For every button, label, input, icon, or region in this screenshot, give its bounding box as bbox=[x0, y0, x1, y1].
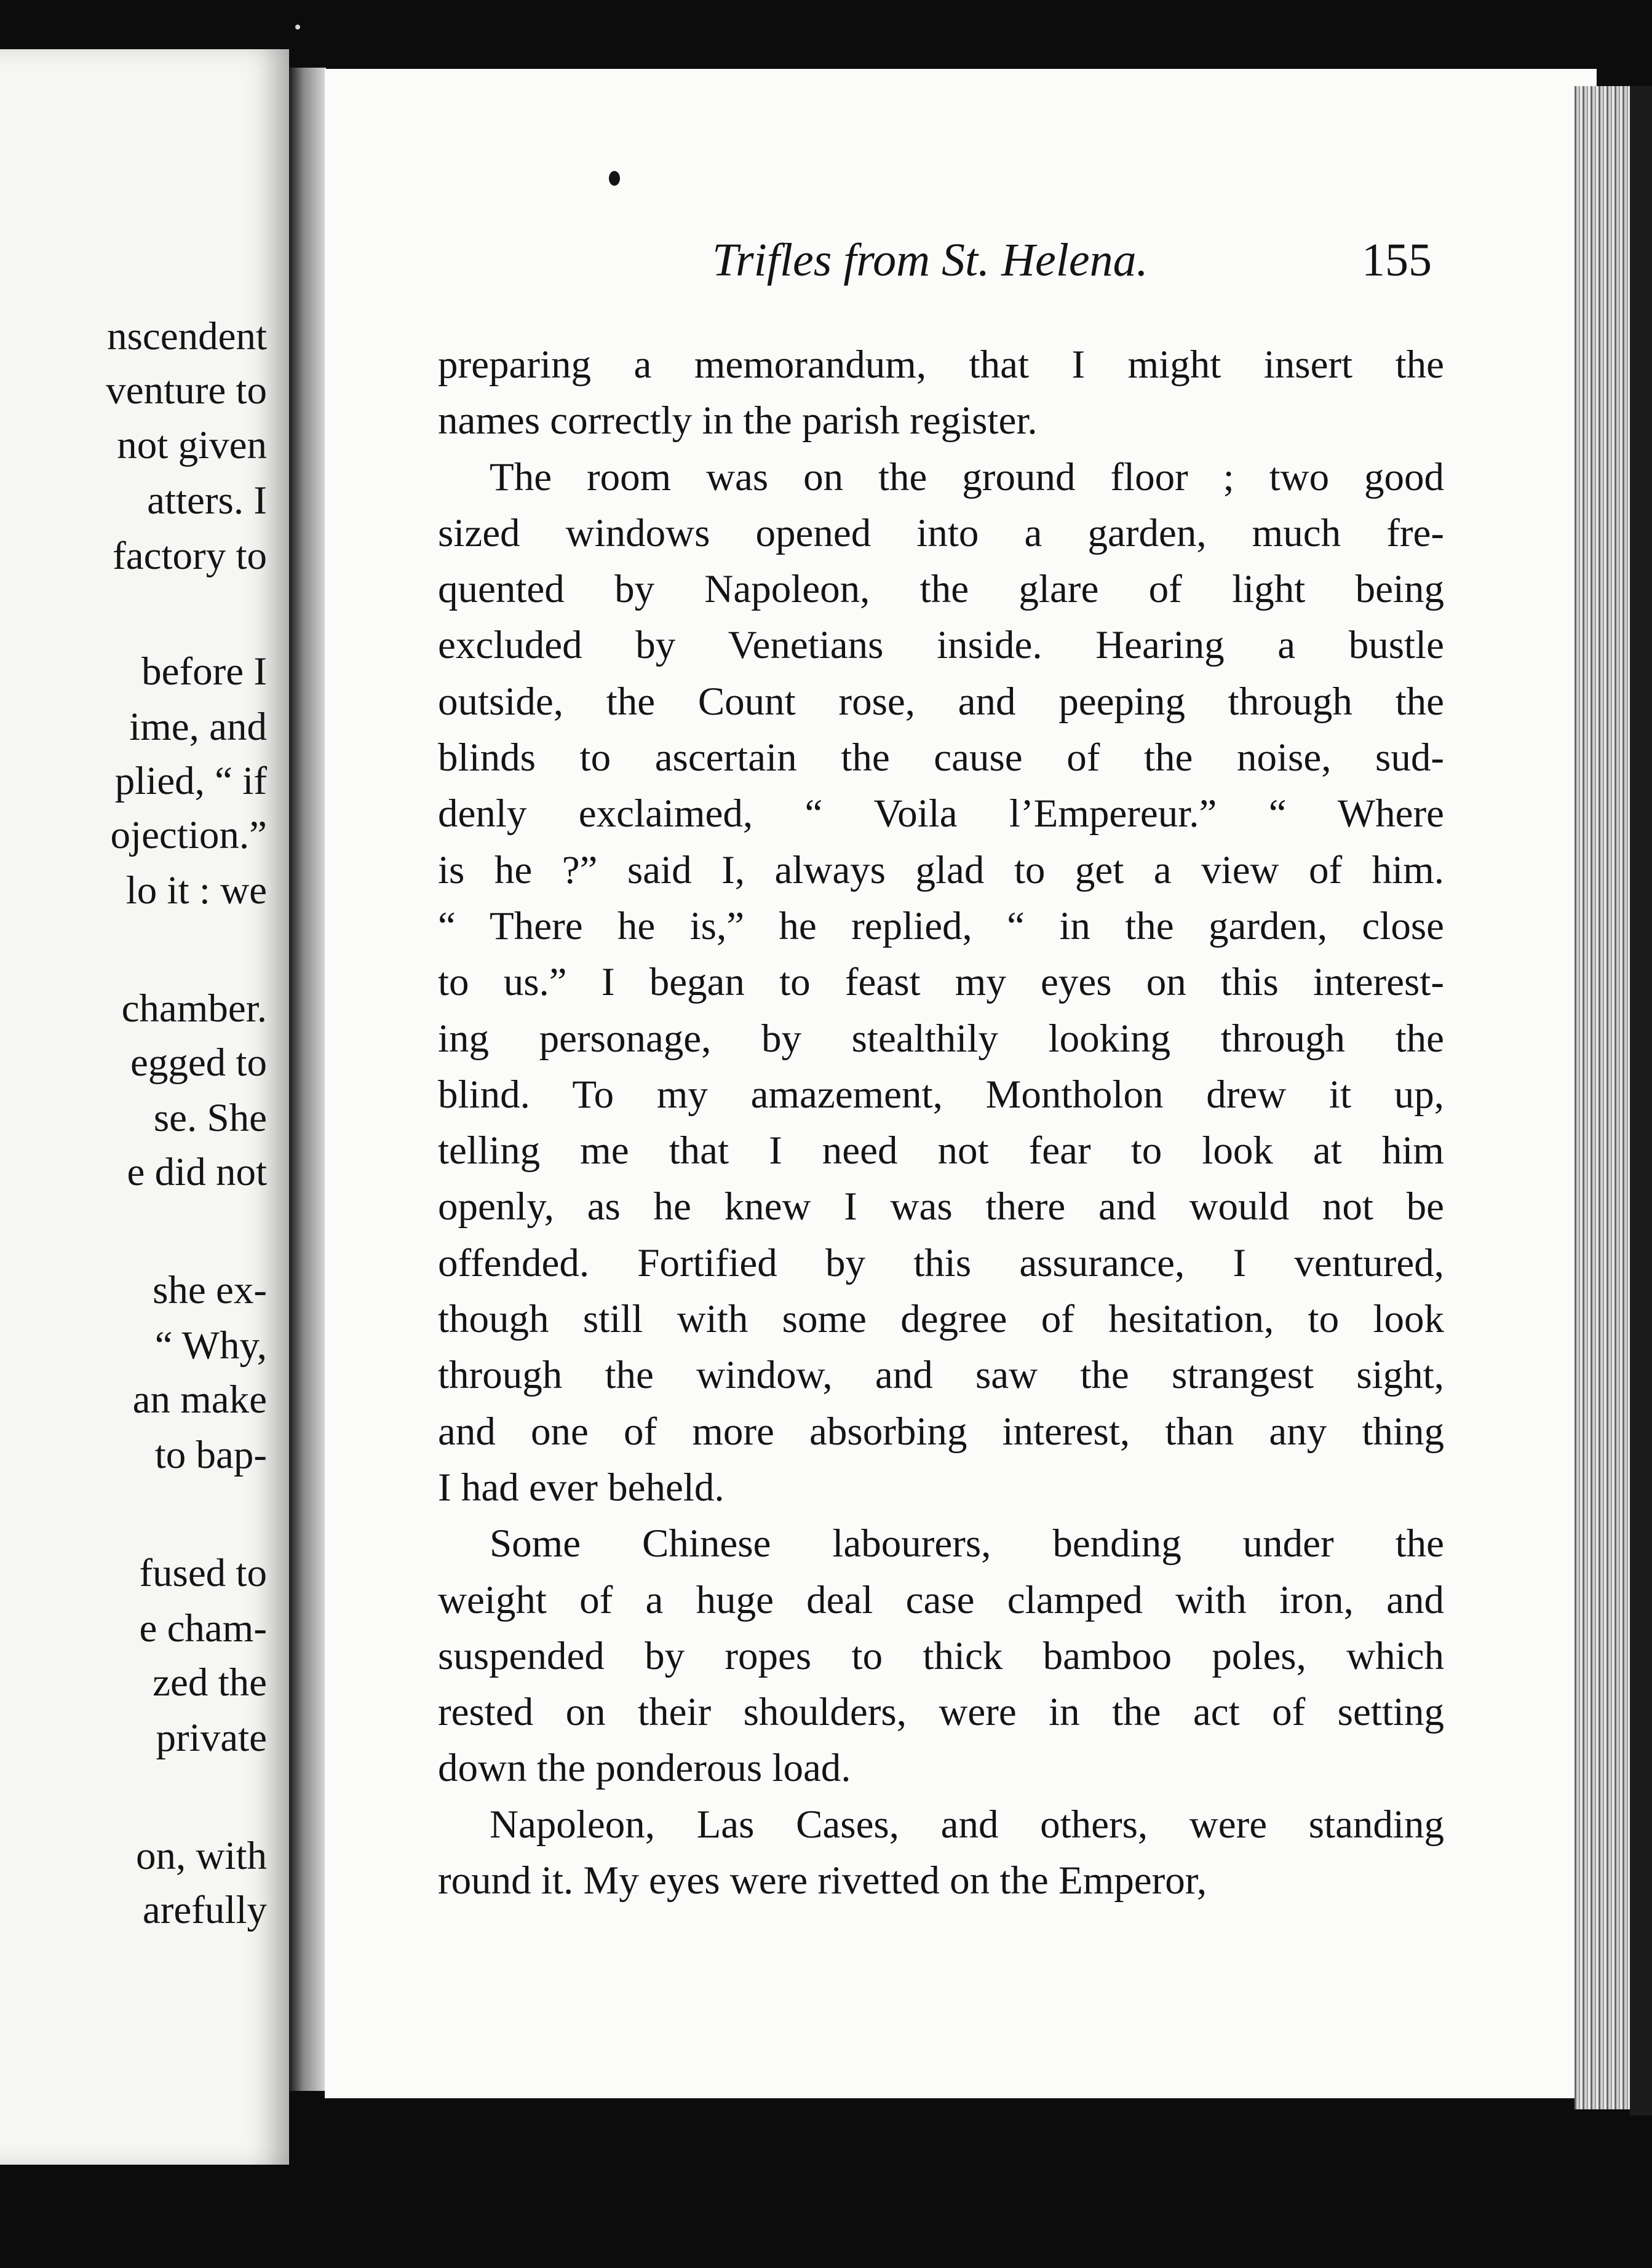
facing-page-line: private bbox=[156, 1716, 267, 1760]
text-line: and one of more absorbing interest, than any thing bbox=[438, 1409, 1444, 1454]
facing-page-line: nscendent bbox=[107, 314, 267, 359]
facing-page-line: e did not bbox=[127, 1150, 267, 1194]
facing-page-line: chamber. bbox=[121, 986, 267, 1031]
text-line: “ There he is,” he replied, “ in the garden, close bbox=[438, 903, 1444, 948]
text-line: denly exclaimed, “ Voila l’Empereur.” “ Where bbox=[438, 791, 1444, 836]
facing-page-line: not given bbox=[117, 423, 267, 467]
text-line: telling me that I need not fear to look at him bbox=[438, 1128, 1444, 1173]
text-line: Napoleon, Las Cases, and others, were standing bbox=[490, 1802, 1444, 1847]
text-line: I had ever beheld. bbox=[438, 1465, 725, 1510]
text-line: is he ?” said I, always glad to get a view of him. bbox=[438, 847, 1444, 892]
facing-page-fragment bbox=[0, 49, 289, 2165]
facing-page-line: “ Why, bbox=[154, 1323, 267, 1368]
text-line: outside, the Count rose, and peeping through the bbox=[438, 679, 1444, 724]
text-line: weight of a huge deal case clamped with iron, and bbox=[438, 1577, 1444, 1622]
facing-page-line: she ex- bbox=[153, 1268, 267, 1312]
text-line: down the ponderous load. bbox=[438, 1746, 851, 1791]
facing-page-line: before I bbox=[141, 649, 267, 694]
text-line: to us.” I began to feast my eyes on this interest- bbox=[438, 960, 1444, 1005]
body-text bbox=[438, 337, 1444, 1909]
facing-page-line: se. She bbox=[153, 1096, 267, 1140]
text-line: round it. My eyes were rivetted on the Emperor, bbox=[438, 1858, 1207, 1903]
page-number: 155 bbox=[1362, 234, 1432, 286]
paragraph bbox=[438, 337, 1444, 450]
text-line: offended. Fortified by this assurance, I ventured, bbox=[438, 1240, 1444, 1285]
facing-page-line: factory to bbox=[113, 534, 267, 578]
facing-page-line: egged to bbox=[130, 1041, 267, 1085]
facing-page-line: on, with bbox=[135, 1834, 267, 1878]
text-line: sized windows opened into a garden, much fre- bbox=[438, 510, 1444, 555]
text-line: ing personage, by stealthily looking through the bbox=[438, 1016, 1444, 1061]
facing-page-line: ime, and bbox=[129, 705, 267, 749]
text-line: preparing a memorandum, that I might insert the bbox=[438, 343, 1444, 387]
facing-page-line: lo it : we bbox=[125, 868, 267, 913]
facing-page-line: e cham- bbox=[139, 1606, 267, 1651]
facing-page-line: plied, “ if bbox=[114, 759, 267, 803]
text-line: excluded by Venetians inside. Hearing a bustle bbox=[438, 623, 1444, 668]
running-head: Trifles from St. Helena. bbox=[712, 234, 1148, 286]
facing-page-line: atters. I bbox=[147, 478, 267, 523]
facing-page-line: an make bbox=[132, 1378, 267, 1422]
text-line: names correctly in the parish register. bbox=[438, 398, 1038, 443]
facing-page-line: zed the bbox=[153, 1660, 267, 1705]
facing-page-line: fused to bbox=[139, 1551, 267, 1595]
scan-border bbox=[1630, 86, 1652, 2115]
scan-speck bbox=[295, 25, 300, 30]
facing-page-line: venture to bbox=[106, 368, 267, 413]
page-fore-edge bbox=[1575, 86, 1630, 2109]
text-line: through the window, and saw the strangest sight, bbox=[438, 1353, 1444, 1398]
facing-page-line: arefully bbox=[142, 1888, 267, 1932]
text-line: openly, as he knew I was there and would not be bbox=[438, 1184, 1444, 1229]
paragraph bbox=[438, 1516, 1444, 1796]
facing-page-line: to bap- bbox=[154, 1433, 267, 1477]
facing-page-line: ojection.” bbox=[110, 813, 267, 857]
text-line: though still with some degree of hesitation, to look bbox=[438, 1297, 1444, 1342]
text-line: rested on their shoulders, were in the act of setting bbox=[438, 1690, 1444, 1735]
text-line: The room was on the ground floor ; two good bbox=[490, 454, 1444, 499]
text-line: Some Chinese labourers, bending under the bbox=[490, 1521, 1444, 1566]
text-line: blinds to ascertain the cause of the noise, sud- bbox=[438, 736, 1444, 780]
paragraph bbox=[438, 1797, 1444, 1909]
text-line: blind. To my amazement, Montholon drew it up, bbox=[438, 1072, 1444, 1117]
paragraph bbox=[438, 450, 1444, 1517]
book-gutter bbox=[289, 68, 326, 2091]
ink-dot bbox=[609, 171, 620, 186]
text-line: suspended by ropes to thick bamboo poles, which bbox=[438, 1633, 1444, 1678]
text-line: quented by Napoleon, the glare of light being bbox=[438, 567, 1444, 612]
